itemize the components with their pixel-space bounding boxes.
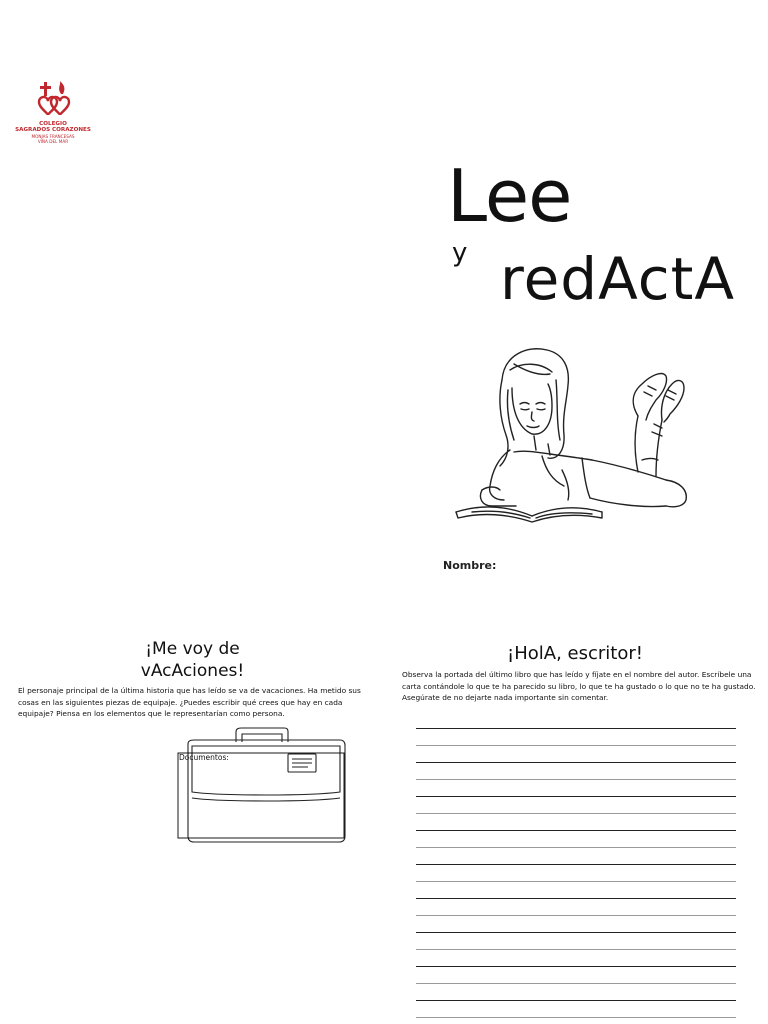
- briefcase-drawing[interactable]: [170, 726, 352, 846]
- writing-line[interactable]: [416, 745, 736, 746]
- vacation-instructions: El personaje principal de la última historia que has leído se va de vacaciones. Ha metido sus cosas en las siguientes piezas de equipaje. ¿Puedes escribir qué crees que hay en cada equipaje? Piensa en los elementos que le representarían como persona.: [18, 686, 361, 719]
- vacation-title-line2: vAcAciones!: [140, 661, 245, 681]
- documents-label: Documentos:: [179, 753, 229, 762]
- writing-line[interactable]: [416, 847, 736, 848]
- writing-line[interactable]: [416, 762, 736, 763]
- writing-line[interactable]: [416, 949, 736, 950]
- writing-line[interactable]: [416, 796, 736, 797]
- logo-text-city: VIÑA DEL MAR: [37, 138, 69, 144]
- writing-line[interactable]: [416, 1017, 736, 1018]
- writing-line[interactable]: [416, 881, 736, 882]
- writing-line[interactable]: [416, 1000, 736, 1001]
- writing-line[interactable]: [416, 728, 736, 729]
- writing-line[interactable]: [416, 830, 736, 831]
- writing-line[interactable]: [416, 966, 736, 967]
- letter-writing-lines[interactable]: [416, 720, 736, 1024]
- writer-instructions: Observa la portada del último libro que has leído y fíjate en el nombre del autor. Escríbele una carta contándole lo que te ha parecido su libro, lo que te ha gustado o lo que no te ha gustado. Asegúrate de no dejarte nada importante sin comentar.: [402, 670, 756, 703]
- logo-text-colegio: COLEGIO: [39, 121, 67, 127]
- writing-line[interactable]: [416, 932, 736, 933]
- vacation-title-line1: ¡Me voy de: [145, 639, 240, 659]
- cover-title-lee: Lee: [447, 154, 572, 238]
- writing-line[interactable]: [416, 779, 736, 780]
- sacred-hearts-emblem-icon: [31, 80, 75, 120]
- writing-line[interactable]: [416, 983, 736, 984]
- writer-activity-title: ¡HolA, escritor!: [507, 643, 643, 664]
- cover-title-y: y: [452, 238, 468, 268]
- school-logo: [10, 80, 96, 164]
- name-field-label: Nombre:: [443, 559, 497, 572]
- logo-text-school-name: SAGRADOS CORAZONES: [15, 127, 91, 134]
- vacation-activity-title: [100, 638, 285, 682]
- writing-line[interactable]: [416, 864, 736, 865]
- writing-line[interactable]: [416, 898, 736, 899]
- writing-line[interactable]: [416, 915, 736, 916]
- girl-reading-illustration: [452, 340, 702, 530]
- logo-text-order: MONJAS FRANCESAS: [31, 133, 75, 139]
- writing-line[interactable]: [416, 813, 736, 814]
- cover-title-redacta: redActA: [500, 245, 736, 313]
